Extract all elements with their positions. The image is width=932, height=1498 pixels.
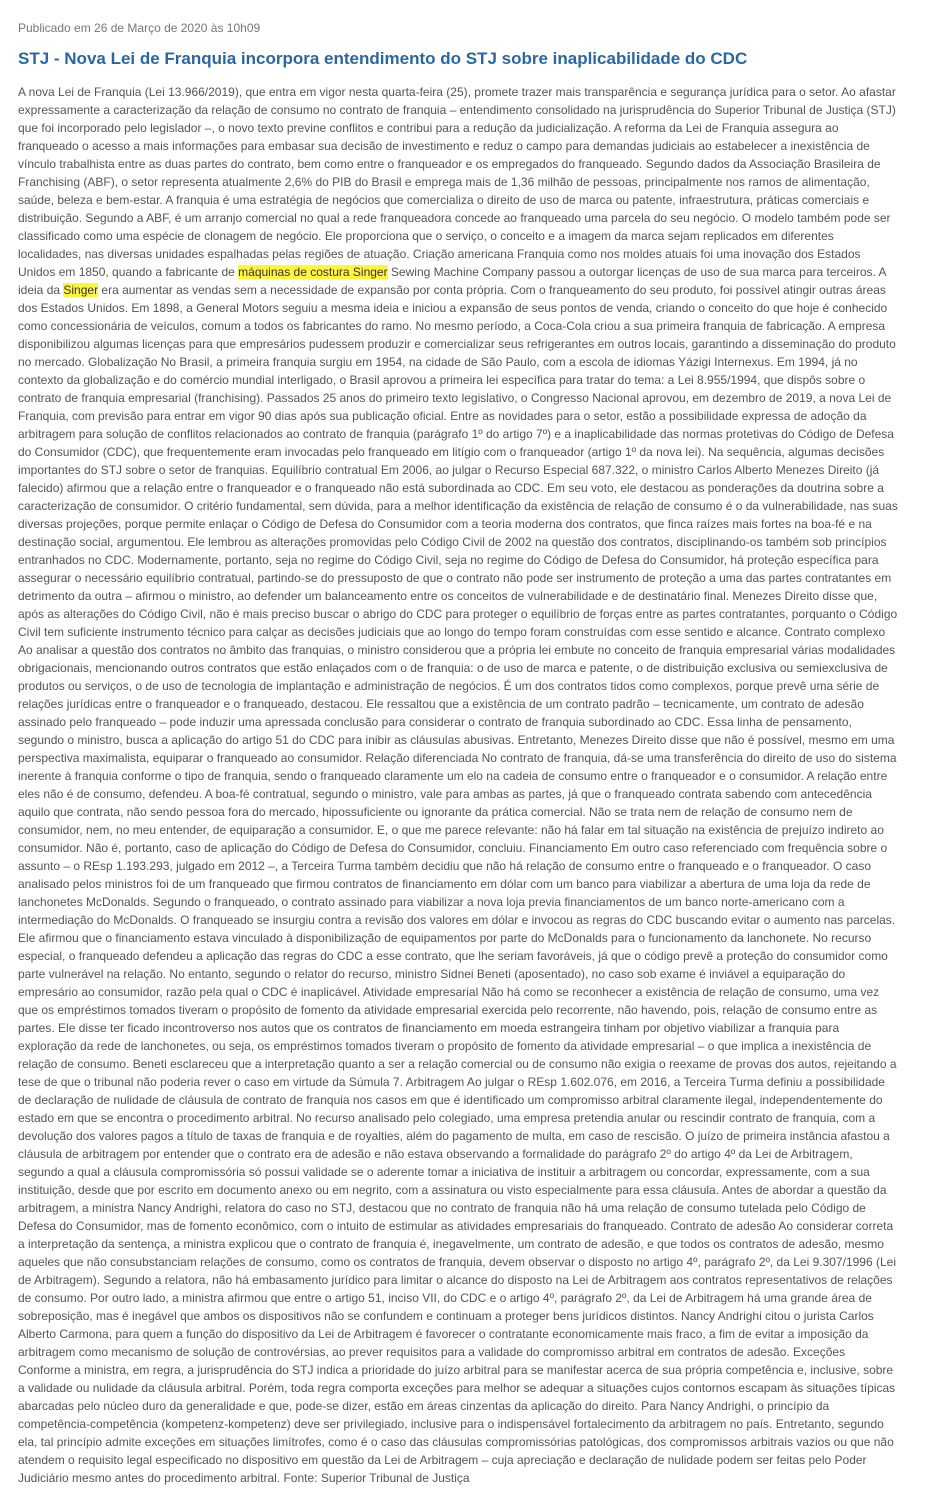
article-body <box>18 83 898 1487</box>
search-highlight: Singer <box>63 283 99 297</box>
body-text: era aumentar as vendas sem a necessidade de expansão por conta própria. Com o franqueamento do seu produto, foi possível atingir outras áreas dos Estados Unidos. Em 1898, a General Motors seguiu a mesma ideia e iniciou a expansão de seus pontos de venda, criando o conceito do que hoje é conhecido como concessionária de veículos, comum a todos os fabricantes do ramo. No mesmo período, a Coca-Cola criou a sua primeira franquia de fabricação. A empresa disponibilizou algumas licenças para que empresários pudessem produzir e comercializar seus refrigerantes em outros locais, garantindo a disseminação do produto no mercado. Globalização No Brasil, a primeira franquia surgiu em 1954, na cidade de São Paulo, com a escola de idiomas Yázigi Internexus. Em 1994, já no contexto da globalização e do comércio mundial interligado, o Brasil aprovou a primeira lei específica para tratar do tema: a Lei 8.955/1994, que dispôs sobre o contrato de franquia empresarial (franchising). Passados 25 anos do primeiro texto legislativo, o Congresso Nacional aprovou, em dezembro de 2019, a nova Lei de Franquia, com previsão para entrar em vigor 90 dias após sua publicação oficial. Entre as novidades para o setor, estão a possibilidade expressa de adoção da arbitragem para solução de conflitos relacionados ao contrato de franquia (parágrafo 1º do artigo 7º) e a inaplicabilidade das normas protetivas do Código de Defesa do Consumidor (CDC), que frequentemente eram invocadas pelo franqueado em litígio com o franqueador (artigo 1º da nova lei). Na sequência, algumas decisões importantes do STJ sobre o setor de franquias. Equilíbrio contratual Em 2006, ao julgar o Recurso Especial 687.322, o ministro Carlos Alberto Menezes Direito (já falecido) afirmou que a relação entre o franqueador e o franqueado não está subordinada ao CDC. Em seu voto, ele destacou as ponderações da doutrina sobre a caracterização de consumidor. O critério fundamental, sem dúvida, para a melhor identificação da existência de relação de consumo é o da vulnerabilidade, nas suas diversas projeções, porque permite enlaçar o Código de Defesa do Consumidor com a teoria moderna dos contratos, que finca raízes mais fortes na boa-fé e na destinação social, argumentou. Ele lembrou as alterações promovidas pelo Código Civil de 2002 na questão dos contratos, disciplinando-os também sob princípios entranhados no CDC. Modernamente, portanto, seja no regime do Código Civil, seja no regime do Código de Defesa do Consumidor, há proteção específica para assegurar o necessário equilíbrio contratual, partindo-se do pressuposto de que o contrato não pode ser instrumento de proteção a uma das partes contratantes em detrimento da outra – afirmou o ministro, ao defender um balanceamento entre os conceitos de vulnerabilidade e de destinatário final. Menezes Direito disse que, após as alterações do Código Civil, não é mais preciso buscar o abrigo do CDC para proteger o equilíbrio de forças entre as partes contratantes, porquanto o Código Civil tem suficiente instrumento técnico para calçar as decisões judiciais que ao longo do tempo foram construídas com esse sentido e alcance. Contrato complexo Ao analisar a questão dos contratos no âmbito das franquias, o ministro considerou que a própria lei embute no conceito de franquia empresarial várias modalidades obrigacionais, mencionando outros contratos que estão enlaçados com o de franquia: o de uso de marca e patente, o de distribuição exclusiva ou semiexclusiva de produtos ou serviços, o de uso de tecnologia de implantação e administração de negócios. É um dos contratos tidos como complexos, porque prevê uma série de relações jurídicas entre o franqueador e o franqueado, destacou. Ele ressaltou que a existência de um contrato padrão – tecnicamente, um contrato de adesão assinado pelo franqueado – pode induzir uma apressada conclusão para considerar o contrato de franquia subordinado ao CDC. Essa linha de pensamento, segundo o ministro, busca a aplicação do artigo 51 do CDC para inibir as cláusulas abusivas. Entretanto, Menezes Direito disse que não é possível, mesmo em uma perspectiva maximalista, equiparar o franqueado ao consumidor. Relação diferenciada No contrato de franquia, dá-se uma transferência do direito de uso do sistema inerente à franquia conforme o tipo de franquia, sendo o franqueado claramente um elo na cadeia de consumo entre o franqueador e o consumidor. A relação entre eles não é de consumo, defendeu. A boa-fé contratual, segundo o ministro, vale para ambas as partes, já que o franqueado contrata sabendo com antecedência aquilo que contrata, não sendo pessoa fora do mercado, hipossuficiente ou ignorante da prática comercial. Não se trata nem de relação de consumo nem de consumidor, nem, no meu entender, de equiparação a consumidor. E, o que me parece relevante: não há falar em tal situação na existência de prejuízo indireto ao consumidor. Não é, portanto, caso de aplicação do Código de Defesa do Consumidor, concluiu. Financiamento Em outro caso referenciado com frequência sobre o assunto – o REsp 1.193.293, julgado em 2012 –, a Terceira Turma também decidiu que não há relação de consumo entre o franqueado e o franqueador. O caso analisado pelos ministros foi de um franqueado que firmou contratos de financiamento em dólar com um banco para viabilizar a abertura de uma loja da rede de lanchonetes McDonalds. Segundo o franqueado, o contrato assinado para viabilizar a nova loja previa financiamentos de um banco norte-americano com a intermediação do McDonalds. O franqueado se insurgiu contra a revisão dos valores em dólar e invocou as regras do CDC buscando evitar o aumento nas parcelas. Ele afirmou que o financiamento estava vinculado à disponibilização de equipamentos por parte do McDonalds para o funcionamento da lanchonete. No recurso especial, o franqueado defendeu a aplicação das regras do CDC a esse contrato, que lhe seriam favoráveis, já que o código prevê a proteção do consumidor como parte vulnerável na relação. No entanto, segundo o relator do recurso, ministro Sidnei Beneti (aposentado), no caso sob exame é inviável a equiparação do empresário ao consumidor, razão pela qual o CDC é inaplicável. Atividade empresarial Não há como se reconhecer a existência de relação de consumo, uma vez que os empréstimos tomados tiveram o propósito de fomento da atividade empresarial exercida pelo recorrente, não havendo, pois, relação de consumo entre as partes. Ele disse ter ficado incontroverso nos autos que os contratos de financiamento em moeda estrangeira tinham por objetivo viabilizar a franquia para exploração da rede de lanchonetes, ou seja, os empréstimos tomados tiveram o propósito de fomento da atividade empresarial – o que implica a inexistência de relação de consumo. Beneti esclareceu que a interpretação quanto a ser a relação comercial ou de consumo não exigia o reexame de provas dos autos, rejeitando a tese de que o tribunal não poderia rever o caso em virtude da Súmula 7. Arbitragem Ao julgar o REsp 1.602.076, em 2016, a Terceira Turma definiu a possibilidade de declaração de nulidade de cláusula de contrato de franquia nos casos em que é identificado um compromisso arbitral claramente ilegal, independentemente do estado em que se encontra o procedimento arbitral. No recurso analisado pelo colegiado, uma empresa pretendia anular ou rescindir contrato de franquia, com a devolução dos valores pagos a título de taxas de franquia e de royalties, além do pagamento de multa, em caso de rescisão. O juízo de primeira instância afastou a cláusula de arbitragem por entender que o contrato era de adesão e não estava observando a formalidade do parágrafo 2º do artigo 4º da Lei de Arbitragem, segundo a qual a cláusula compromissória só possui validade se o aderente tomar a iniciativa de instituir a arbitragem ou concordar, expressamente, com a sua instituição, desde que por escrito em documento anexo ou em negrito, com a assinatura ou visto especialmente para essa cláusula. Antes de abordar a questão da arbitragem, a ministra Nancy Andrighi, relatora do caso no STJ, destacou que no contrato de franquia não há uma relação de consumo tutelada pelo Código de Defesa do Consumidor, mas de fomento econômico, com o intuito de estimular as atividades empresariais do franqueado. Contrato de adesão Ao considerar correta a interpretação da sentença, a ministra explicou que o contrato de franquia é, inegavelmente, um contrato de adesão, e que todos os contratos de adesão, mesmo aqueles que não consubstanciam relações de consumo, como os contratos de franquia, devem observar o disposto no artigo 4º, parágrafo 2º, da Lei 9.307/1996 (Lei de Arbitragem). Segundo a relatora, não há embasamento jurídico para limitar o alcance do disposto na Lei de Arbitragem aos contratos representativos de relações de consumo. Por outro lado, a ministra afirmou que entre o artigo 51, inciso VII, do CDC e o artigo 4º, parágrafo 2º, da Lei de Arbitragem há uma grande área de sobreposição, mas é inegável que ambos os dispositivos não se confundem e continuam a proteger bens jurídicos distintos. Nancy Andrighi citou o jurista Carlos Alberto Carmona, para quem a função do dispositivo da Lei de Arbitragem é favorecer o contratante economicamente mais fraco, a fim de evitar a imposição da arbitragem como mecanismo de solução de controvérsias, ao prever requisitos para a validade do compromisso arbitral em contratos de adesão. Exceções Conforme a ministra, em regra, a jurisprudência do STJ indica a prioridade do juízo arbitral para se manifestar acerca de sua própria competência e, inclusive, sobre a validade ou nulidade da cláusula arbitral. Porém, toda regra comporta exceções para melhor se adequar a situações cujos contornos escapam às situações típicas abarcadas pelo núcleo duro da generalidade e que, pode-se dizer, estão em áreas cinzentas da aplicação do direito. Para Nancy Andrighi, o princípio da competência-competência (kompetenz-kompetenz) deve ser privilegiado, inclusive para o indispensável fortalecimento da arbitragem no país. Entretanto, segundo ela, tal princípio admite exceções em situações limítrofes, como é o caso das cláusulas compromissórias patológicas, dos compromissos arbitrais vazios ou que não atendem o requisito legal especificado no dispositivo em questão da Lei de Arbitragem – cuja apreciação e declaração de nulidade podem ser feitas pelo Poder Judiciário mesmo antes do procedimento arbitral. Fonte: Superior Tribunal de Justiça <box>18 283 898 1485</box>
body-text: A nova Lei de Franquia (Lei 13.966/2019), que entra em vigor nesta quarta-feira (25), promete trazer mais transparência e segurança jurídica para o setor. Ao afastar expressamente a caracterização da relação de consumo no contrato de franquia – entendimento consolidado na jurisprudência do Superior Tribunal de Justiça (STJ) que foi incorporado pelo legislador –, o novo texto previne conflitos e contribui para a redução da judicialização. A reforma da Lei de Franquia assegura ao franqueado o acesso a mais informações para embasar sua decisão de investimento e reduz o campo para demandas judiciais ao estabelecer a inexistência de vínculo trabalhista entre as duas partes do contrato, bem como entre o franqueador e os empregados do franqueado. Segundo dados da Associação Brasileira de Franchising (ABF), o setor representa atualmente 2,6% do PIB do Brasil e emprega mais de 1,36 milhão de pessoas, principalmente nos ramos de alimentação, saúde, beleza e bem-estar. A franquia é uma estratégia de negócios que comercializa o direito de uso de marca ou patente, infraestrutura, práticas comerciais e distribuição. Segundo a ABF, é um arranjo comercial no qual a rede franqueadora concede ao franqueado uma parcela do seu negócio. O modelo também pode ser classificado como uma espécie de clonagem de negócio. Ele proporciona que o serviço, o conceito e a imagem da marca sejam replicados em diferentes localidades, nas diversas unidades espalhadas pelas regiões de atuação. Criação americana Franquia como nos moldes atuais foi uma inovação dos Estados Unidos em 1850, quando a fabricante de <box>18 85 896 279</box>
publish-date: Publicado em 26 de Março de 2020 às 10h09 <box>18 21 261 35</box>
search-highlight: máquinas de costura <box>238 265 350 279</box>
article-title: STJ - Nova Lei de Franquia incorpora entendimento do STJ sobre inaplicabilidade do CDC <box>18 49 748 68</box>
search-highlight: Singer <box>352 265 388 279</box>
body-text: Sewing Machine Company passou a outorgar licenças de uso de sua marca para terceiros. A ideia da <box>18 265 886 297</box>
